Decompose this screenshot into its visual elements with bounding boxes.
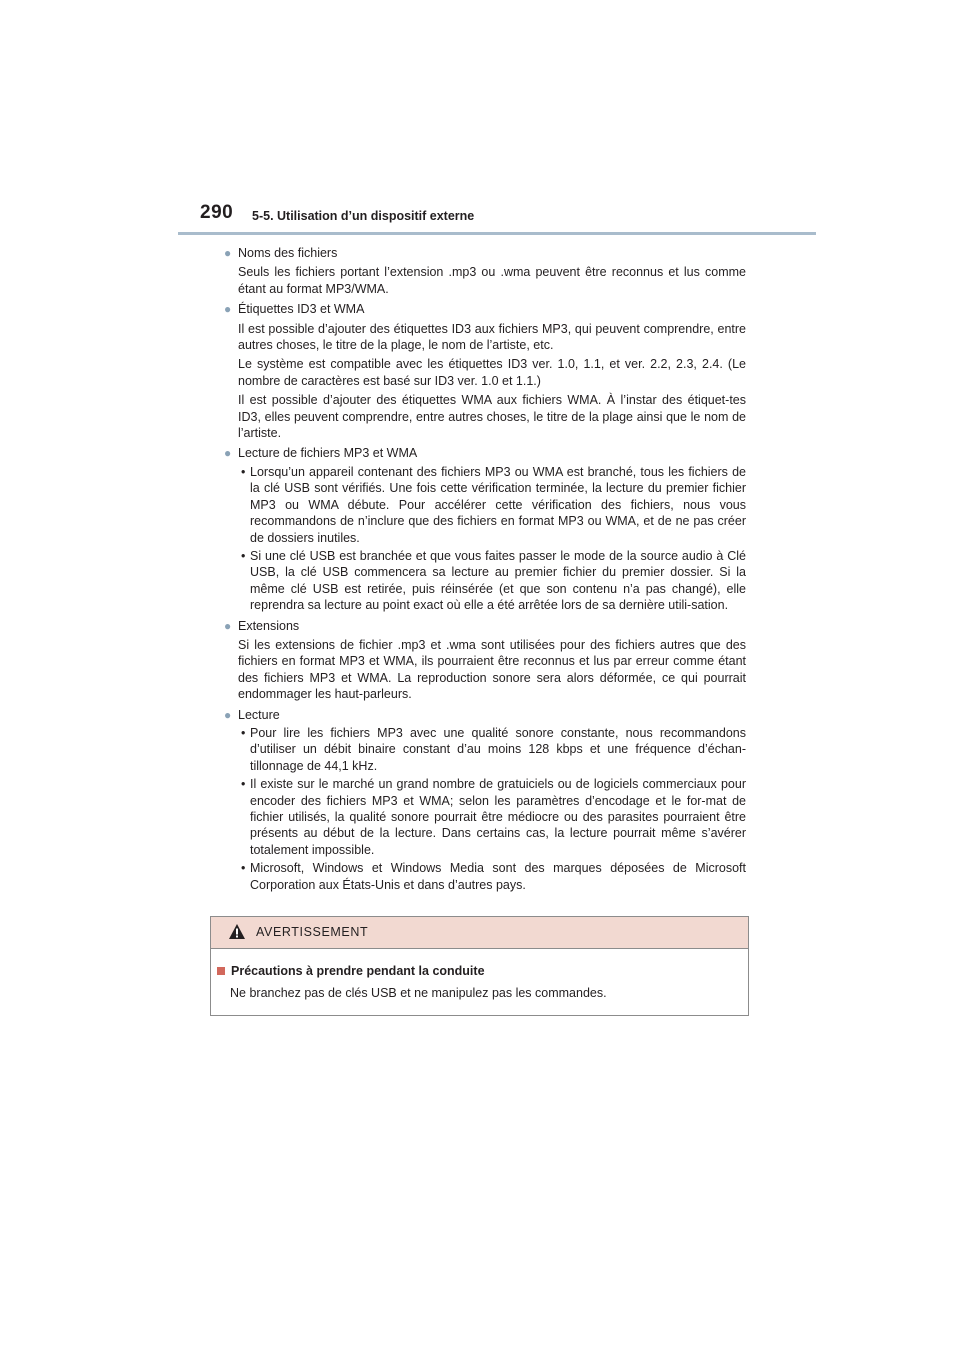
- warning-title: Précautions à prendre pendant la conduite: [231, 964, 485, 978]
- list-item: [224, 301, 746, 441]
- sub-bullet-item: [238, 860, 746, 893]
- item-title: Extensions: [238, 618, 300, 633]
- item-paragraph: Seuls les fichiers portant l’extension .mp3 ou .wma peuvent être reconnus et lus comme étant au format MP3/WMA.: [238, 265, 746, 296]
- sub-bullet-item: [238, 725, 746, 774]
- sub-bullet-text: Si une clé USB est branchée et que vous faites passer le mode de la source audio à Clé USB, la clé USB commencera sa lecture au premier fichier du premier dossier. Si la même clé USB est retirée, puis réinsérée (et que son contenu n’a pas changé), elle reprendra sa lecture au point exact où elle a été arrêtée lors de sa dernière utili-sation.: [250, 548, 746, 613]
- dot-bullet-icon: •: [241, 861, 246, 876]
- item-title: Lecture de fichiers MP3 et WMA: [238, 446, 418, 461]
- dot-bullet-icon: •: [241, 464, 246, 479]
- circle-bullet-icon: ●: [224, 618, 232, 633]
- warning-text: Ne branchez pas de clés USB et ne manipulez pas les commandes.: [230, 986, 607, 1000]
- list-item: [224, 618, 746, 703]
- circle-bullet-icon: ●: [224, 246, 232, 260]
- item-paragraph: Si les extensions de fichier .mp3 et .wma sont utilisées pour des fichiers autres que des fichiers en format MP3 et WMA, ils pourraient être reconnus et lus par erreur comme étant des fichiers MP3 et WMA. La reproduction sonore sera alors déformée, ce qui pourrait endommager les haut-parleurs.: [238, 637, 746, 702]
- section-title: 5-5. Utilisation d’un dispositif externe: [252, 209, 475, 223]
- circle-bullet-icon: ●: [224, 302, 232, 317]
- sub-bullet-item: [238, 464, 746, 546]
- list-item: [224, 245, 746, 297]
- dot-bullet-icon: •: [241, 725, 246, 740]
- warning-body: [217, 963, 737, 1001]
- square-bullet-icon: [217, 967, 225, 975]
- sub-bullet-text: Microsoft, Windows et Windows Media sont des marques déposées de Microsoft Corporation aux États-Unis et dans d’autres pays.: [250, 861, 746, 892]
- item-paragraph: Il est possible d’ajouter des étiquettes ID3 aux fichiers MP3, qui peuvent comprendre, entre autres choses, le titre de la plage, le nom de l’artiste, etc.: [238, 321, 746, 353]
- item-title: Lecture: [238, 707, 280, 722]
- item-title: Étiquettes ID3 et WMA: [238, 302, 365, 317]
- page-number: 290: [200, 202, 234, 223]
- warning-label: AVERTISSEMENT: [256, 925, 369, 939]
- sub-bullet-item: [238, 548, 746, 614]
- circle-bullet-icon: ●: [224, 446, 232, 461]
- page-header: [178, 200, 816, 236]
- sub-bullet-text: Pour lire les fichiers MP3 avec une qualité sonore constante, nous recommandons d’utiliser un débit binaire constant d’au moins 128 kbps et une fréquence d’échan-tillonnage de 44,1 kHz.: [250, 725, 746, 773]
- dot-bullet-icon: •: [241, 548, 246, 563]
- list-item: [224, 445, 746, 613]
- item-title: Noms des fichiers: [238, 246, 338, 260]
- list-item: [224, 707, 746, 893]
- sub-bullet-item: [238, 776, 746, 858]
- dot-bullet-icon: •: [241, 777, 246, 792]
- sub-bullet-text: Lorsqu’un appareil contenant des fichiers MP3 ou WMA est branché, tous les fichiers de la clé USB sont vérifiés. Une fois cette vérification terminée, la lecture du premier fichier MP3 ou WMA débute. Pour accélérer cette vérification des fichiers, nous vous recommandons de n’inclure que des fichiers en format MP3 ou WMA, et de ne pas créer de dossiers inutiles.: [250, 464, 746, 545]
- warning-triangle-icon: [228, 923, 246, 940]
- content-body: [224, 245, 746, 897]
- sub-bullet-text: Il existe sur le marché un grand nombre de gratuiciels ou de logiciels commerciaux pour encoder des fichiers MP3 et WMA; selon les paramètres d’encodage et le for-mat de fichier utilisés, la qualité sonore pourrait être médiocre ou des parasites pourraient être présents au début de la lecture. Dans certains cas, la lecture pourrait même s’avérer totalement impossible.: [250, 777, 746, 857]
- warning-header: [211, 917, 748, 949]
- warning-box: [210, 916, 749, 1016]
- header-rule: [178, 232, 816, 235]
- item-paragraph: Il est possible d’ajouter des étiquettes WMA aux fichiers WMA. À l’instar des étiquet-tes ID3, elles peuvent comprendre, entre autres choses, le titre de la plage ainsi que le nom de l’artiste.: [238, 393, 746, 441]
- item-paragraph: Le système est compatible avec les étiquettes ID3 ver. 1.0, 1.1, et ver. 2.2, 2.3, 2.4. (Le nombre de caractères est basé sur ID3 ver. 1.0 et 1.1.): [238, 357, 746, 388]
- circle-bullet-icon: ●: [224, 707, 232, 722]
